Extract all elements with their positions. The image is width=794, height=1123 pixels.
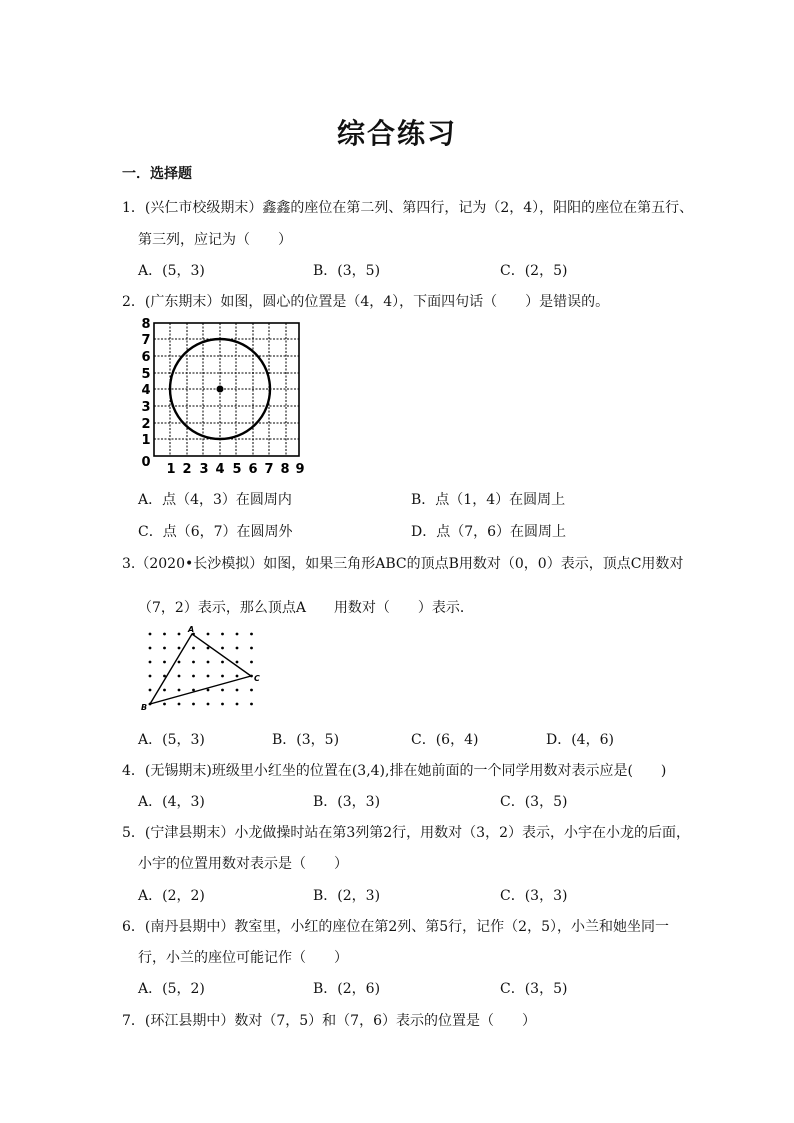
q2-option-b[interactable]: B．点（1，4）在圆周上 [411, 492, 566, 508]
q3-grid-dot [149, 647, 152, 650]
q3-grid-dot [236, 661, 239, 664]
q3-grid-dot [236, 689, 239, 692]
q2-y-label: 6 [141, 350, 151, 365]
q3-grid-dot [163, 703, 166, 706]
q3-grid-dot [192, 661, 195, 664]
q3-grid-dot [163, 661, 166, 664]
q3-option-d[interactable]: D．(4，6) [546, 732, 614, 748]
q3-grid-dot [207, 661, 210, 664]
q2-option-a[interactable]: A．点（4，3）在圆周内 [138, 492, 292, 508]
q2-x-label: 3 [199, 462, 209, 476]
q2-x-label: 2 [182, 462, 192, 476]
q5-option-b[interactable]: B．(2，3) [313, 888, 381, 904]
q3-grid-dot [250, 689, 253, 692]
q3-grid-dot [149, 661, 152, 664]
q2-x-label: 1 [166, 462, 176, 476]
q7-text-line1: 7．(环江县期中）数对（7，5）和（7，6）表示的位置是（ ） [122, 1013, 536, 1029]
q1-option-a[interactable]: A．(5，3) [138, 263, 205, 279]
q5-option-a[interactable]: A．(2，2) [138, 888, 205, 904]
q3-grid-dot [192, 647, 195, 650]
q3-grid-dot [149, 689, 152, 692]
q2-circle-center [217, 386, 224, 393]
q3-grid-dot [178, 633, 181, 636]
q3-grid-dot [207, 675, 210, 678]
q4-text-line1: 4．(无锡期末)班级里小红坐的位置在(3,4),排在她前面的一个同学用数对表示应是( ) [122, 763, 667, 779]
q1-option-b[interactable]: B．(3，5) [313, 263, 381, 279]
q2-y-label: 0 [141, 455, 151, 470]
q3-option-b[interactable]: B．(3，5) [272, 732, 340, 748]
q3-grid-dot [163, 633, 166, 636]
q1-text-line2: 第三列，应记为（ ） [138, 232, 292, 248]
q3-grid-dot [250, 703, 253, 706]
q5-text-line1: 5．(宁津县期末）小龙做操时站在第3列第2行，用数对（3，2）表示，小宇在小龙的后面， [122, 825, 690, 841]
q2-x-label: 8 [280, 462, 290, 476]
q6-text-line2: 行，小兰的座位可能记作（ ） [138, 950, 348, 966]
q2-y-label: 3 [141, 400, 151, 415]
q3-grid-dot [221, 633, 224, 636]
q3-grid-dot [178, 703, 181, 706]
q2-text-line1: 2．(广东期末）如图，圆心的位置是（4，4），下面四句话（ ）是错误的。 [122, 294, 610, 310]
q3-grid-dot [192, 675, 195, 678]
q3-text-line1: 3.（2020•长沙模拟）如图，如果三角形ABC的顶点B用数对（0，0）表示，顶点C用数对 [122, 556, 684, 572]
q3-grid-dot [207, 703, 210, 706]
q3-grid-dot [236, 703, 239, 706]
q3-grid-dot [250, 647, 253, 650]
q3-grid-dot [236, 647, 239, 650]
q6-option-b[interactable]: B．(2，6) [313, 981, 381, 997]
q2-x-label: 4 [215, 462, 225, 476]
q3-grid-dot [236, 675, 239, 678]
q3-grid-dot [207, 689, 210, 692]
q2-y-label: 5 [141, 367, 151, 382]
q2-x-label: 5 [232, 462, 242, 476]
q6-option-a[interactable]: A．(5，2) [138, 981, 205, 997]
q3-option-c[interactable]: C．(6，4) [411, 732, 479, 748]
q3-grid-dot [207, 647, 210, 650]
q3-grid-dot [250, 661, 253, 664]
q6-option-c[interactable]: C．(3，5) [500, 981, 568, 997]
q2-y-label: 4 [141, 383, 151, 398]
q2-y-label: 7 [141, 333, 151, 348]
q3-grid-dot [178, 647, 181, 650]
q3-grid-dot [250, 633, 253, 636]
q3-option-a[interactable]: A．(5，3) [138, 732, 205, 748]
q4-option-b[interactable]: B．(3，3) [313, 794, 381, 810]
q1-text-line1: 1．(兴仁市校级期末）鑫鑫的座位在第二列、第四行，记为（2，4），阳阳的座位在第五行、 [122, 200, 694, 216]
q1-option-c[interactable]: C．(2，5) [500, 263, 568, 279]
q2-x-label: 9 [295, 462, 305, 476]
q3-grid-dot [221, 703, 224, 706]
q2-y-label: 8 [141, 317, 151, 332]
q4-option-a[interactable]: A．(4，3) [138, 794, 205, 810]
q3-grid-dot [178, 689, 181, 692]
q3-grid-dot [221, 675, 224, 678]
q3-label-c: C [254, 674, 260, 683]
q3-grid-dot [207, 633, 210, 636]
q2-y-label: 1 [141, 433, 151, 448]
q2-y-label: 2 [141, 417, 151, 432]
q3-grid-dot [149, 675, 152, 678]
q3-grid-dot [236, 633, 239, 636]
q3-dot-grid-figure [138, 624, 268, 714]
q6-text-line1: 6．(南丹县期中）教室里，小红的座位在第2列、第5行，记作（2，5），小兰和她坐同一 [122, 919, 669, 935]
q3-grid-dot [149, 633, 152, 636]
page-title: 综合练习 [336, 117, 457, 150]
q3-grid-dot [221, 647, 224, 650]
q4-option-c[interactable]: C．(3，5) [500, 794, 568, 810]
q3-dot-grid [149, 633, 253, 706]
q3-label-b: B [141, 703, 148, 712]
q3-grid-dot [178, 661, 181, 664]
q3-label-a: A [188, 625, 195, 634]
q2-x-label: 6 [248, 462, 258, 476]
q5-option-c[interactable]: C．(3，3) [500, 888, 568, 904]
q3-text-line2: （7，2）表示，那么顶点A 用数对（ ）表示． [138, 600, 474, 616]
q2-option-d[interactable]: D．点（7，6）在圆周上 [411, 524, 567, 540]
section-heading: 一．选择题 [122, 166, 192, 182]
q3-grid-dot [178, 675, 181, 678]
q5-text-line2: 小宇的位置用数对表示是（ ） [138, 856, 348, 872]
q2-grid-figure [135, 316, 310, 476]
q3-grid-dot [221, 661, 224, 664]
q3-triangle [150, 634, 251, 704]
q2-option-c[interactable]: C．点（6，7）在圆周外 [138, 524, 293, 540]
q3-grid-dot [221, 689, 224, 692]
q3-grid-dot [192, 703, 195, 706]
q2-x-label: 7 [264, 462, 274, 476]
q3-grid-dot [163, 689, 166, 692]
q3-grid-dot [163, 647, 166, 650]
